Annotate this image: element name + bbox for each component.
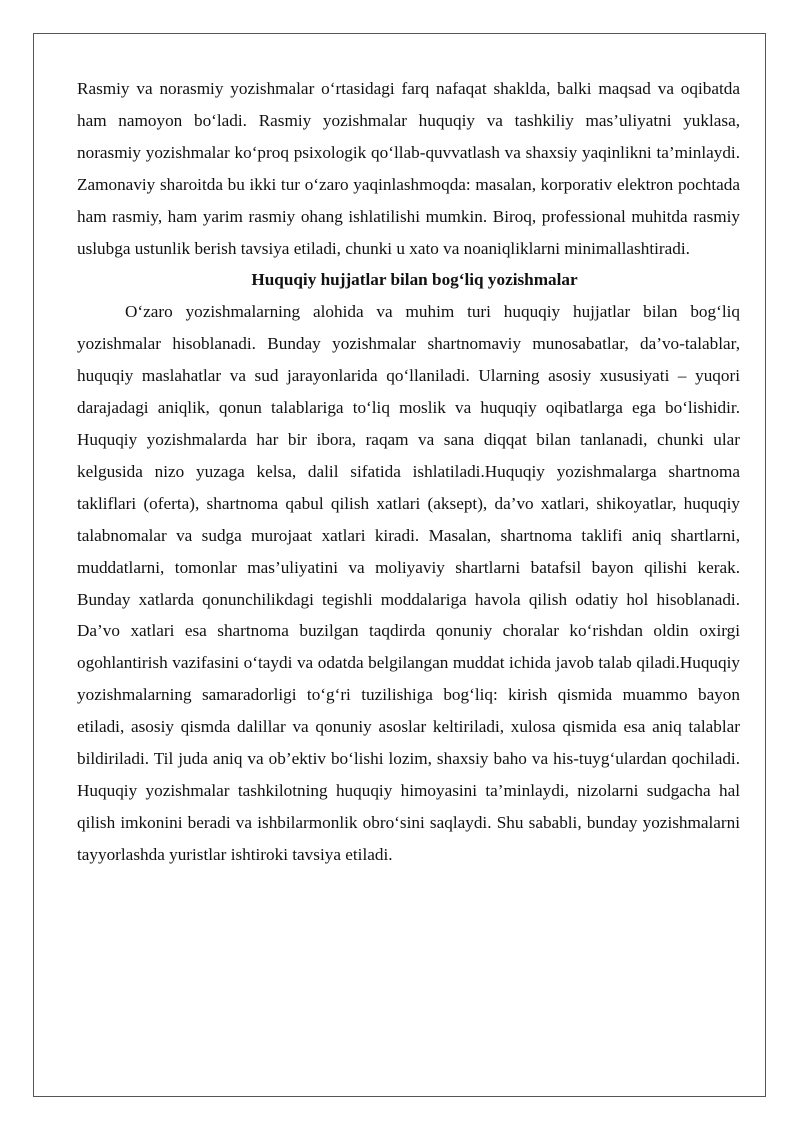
document-body: [77, 73, 740, 871]
legal-correspondence-paragraph: O‘zaro yozishmalarning alohida va muhim turi huquqiy hujjatlar bilan bog‘liq yozishmalar hisoblanadi. Bunday yozishmalar shartnomaviy munosabatlar, da’vo-talablar, huquqiy maslahatlar va sud jarayonlarida qo‘llaniladi. Ularning asosiy xususiyati – yuqori darajadagi aniqlik, qonun talablariga to‘liq moslik va huquqiy oqibatlarga ega bo‘lishidir. Huquqiy yozishmalarda har bir ibora, raqam va sana diqqat bilan tanlanadi, chunki ular kelgusida nizo yuzaga kelsa, dalil sifatida ishlatiladi.Huquqiy yozishmalarga shartnoma takliflari (oferta), shartnoma qabul qilish xatlari (aksept), da’vo xatlari, shikoyatlar, huquqiy talabnomalar va sudga murojaat xatlari kiradi. Masalan, shartnoma taklifi aniq shartlarni, muddatlarni, tomonlar mas’uliyatini va moliyaviy shartlarni batafsil bayon qilishi kerak. Bunday xatlarda qonunchilikdagi tegishli moddalariga havola qilish odatiy hol hisoblanadi. Da’vo xatlari esa shartnoma buzilgan taqdirda qonuniy choralar ko‘rishdan oldin oxirgi ogohlantirish vazifasini o‘taydi va odatda belgilangan muddat ichida javob talab qiladi.Huquqiy yozishmalarning samaradorligi to‘g‘ri tuzilishiga bog‘liq: kirish qismida muammo bayon etiladi, asosiy qismda dalillar va qonuniy asoslar keltiriladi, xulosa qismida esa aniq talablar bildiriladi. Til juda aniq va ob’ektiv bo‘lishi lozim, shaxsiy baho va his-tuyg‘ulardan qochiladi. Huquqiy yozishmalar tashkilotning huquqiy himoyasini ta’minlaydi, nizolarni sudgacha hal qilish imkonini beradi va ishbilarmonlik obro‘sini saqlaydi. Shu sababli, bunday yozishmalarni tayyorlashda yuristlar ishtiroki tavsiya etiladi.: [77, 302, 740, 864]
intro-paragraph: Rasmiy va norasmiy yozishmalar o‘rtasidagi farq nafaqat shaklda, balki maqsad va oqibatda ham namoyon bo‘ladi. Rasmiy yozishmalar huquqiy va tashkiliy mas’uliyatni yuklasa, norasmiy yozishmalar ko‘proq psixologik qo‘llab-quvvatlash va shaxsiy yaqinlikni ta’minlaydi. Zamonaviy sharoitda bu ikki tur o‘zaro yaqinlashmoqda: masalan, korporativ elektron pochtada ham rasmiy, ham yarim rasmiy ohang ishlatilishi mumkin. Biroq, professional muhitda rasmiy uslubga ustunlik berish tavsiya etiladi, chunki u xato va noaniqliklarni minimallashtiradi.: [77, 79, 740, 258]
section-heading: Huquqiy hujjatlar bilan bog‘liq yozishmalar: [251, 270, 578, 290]
